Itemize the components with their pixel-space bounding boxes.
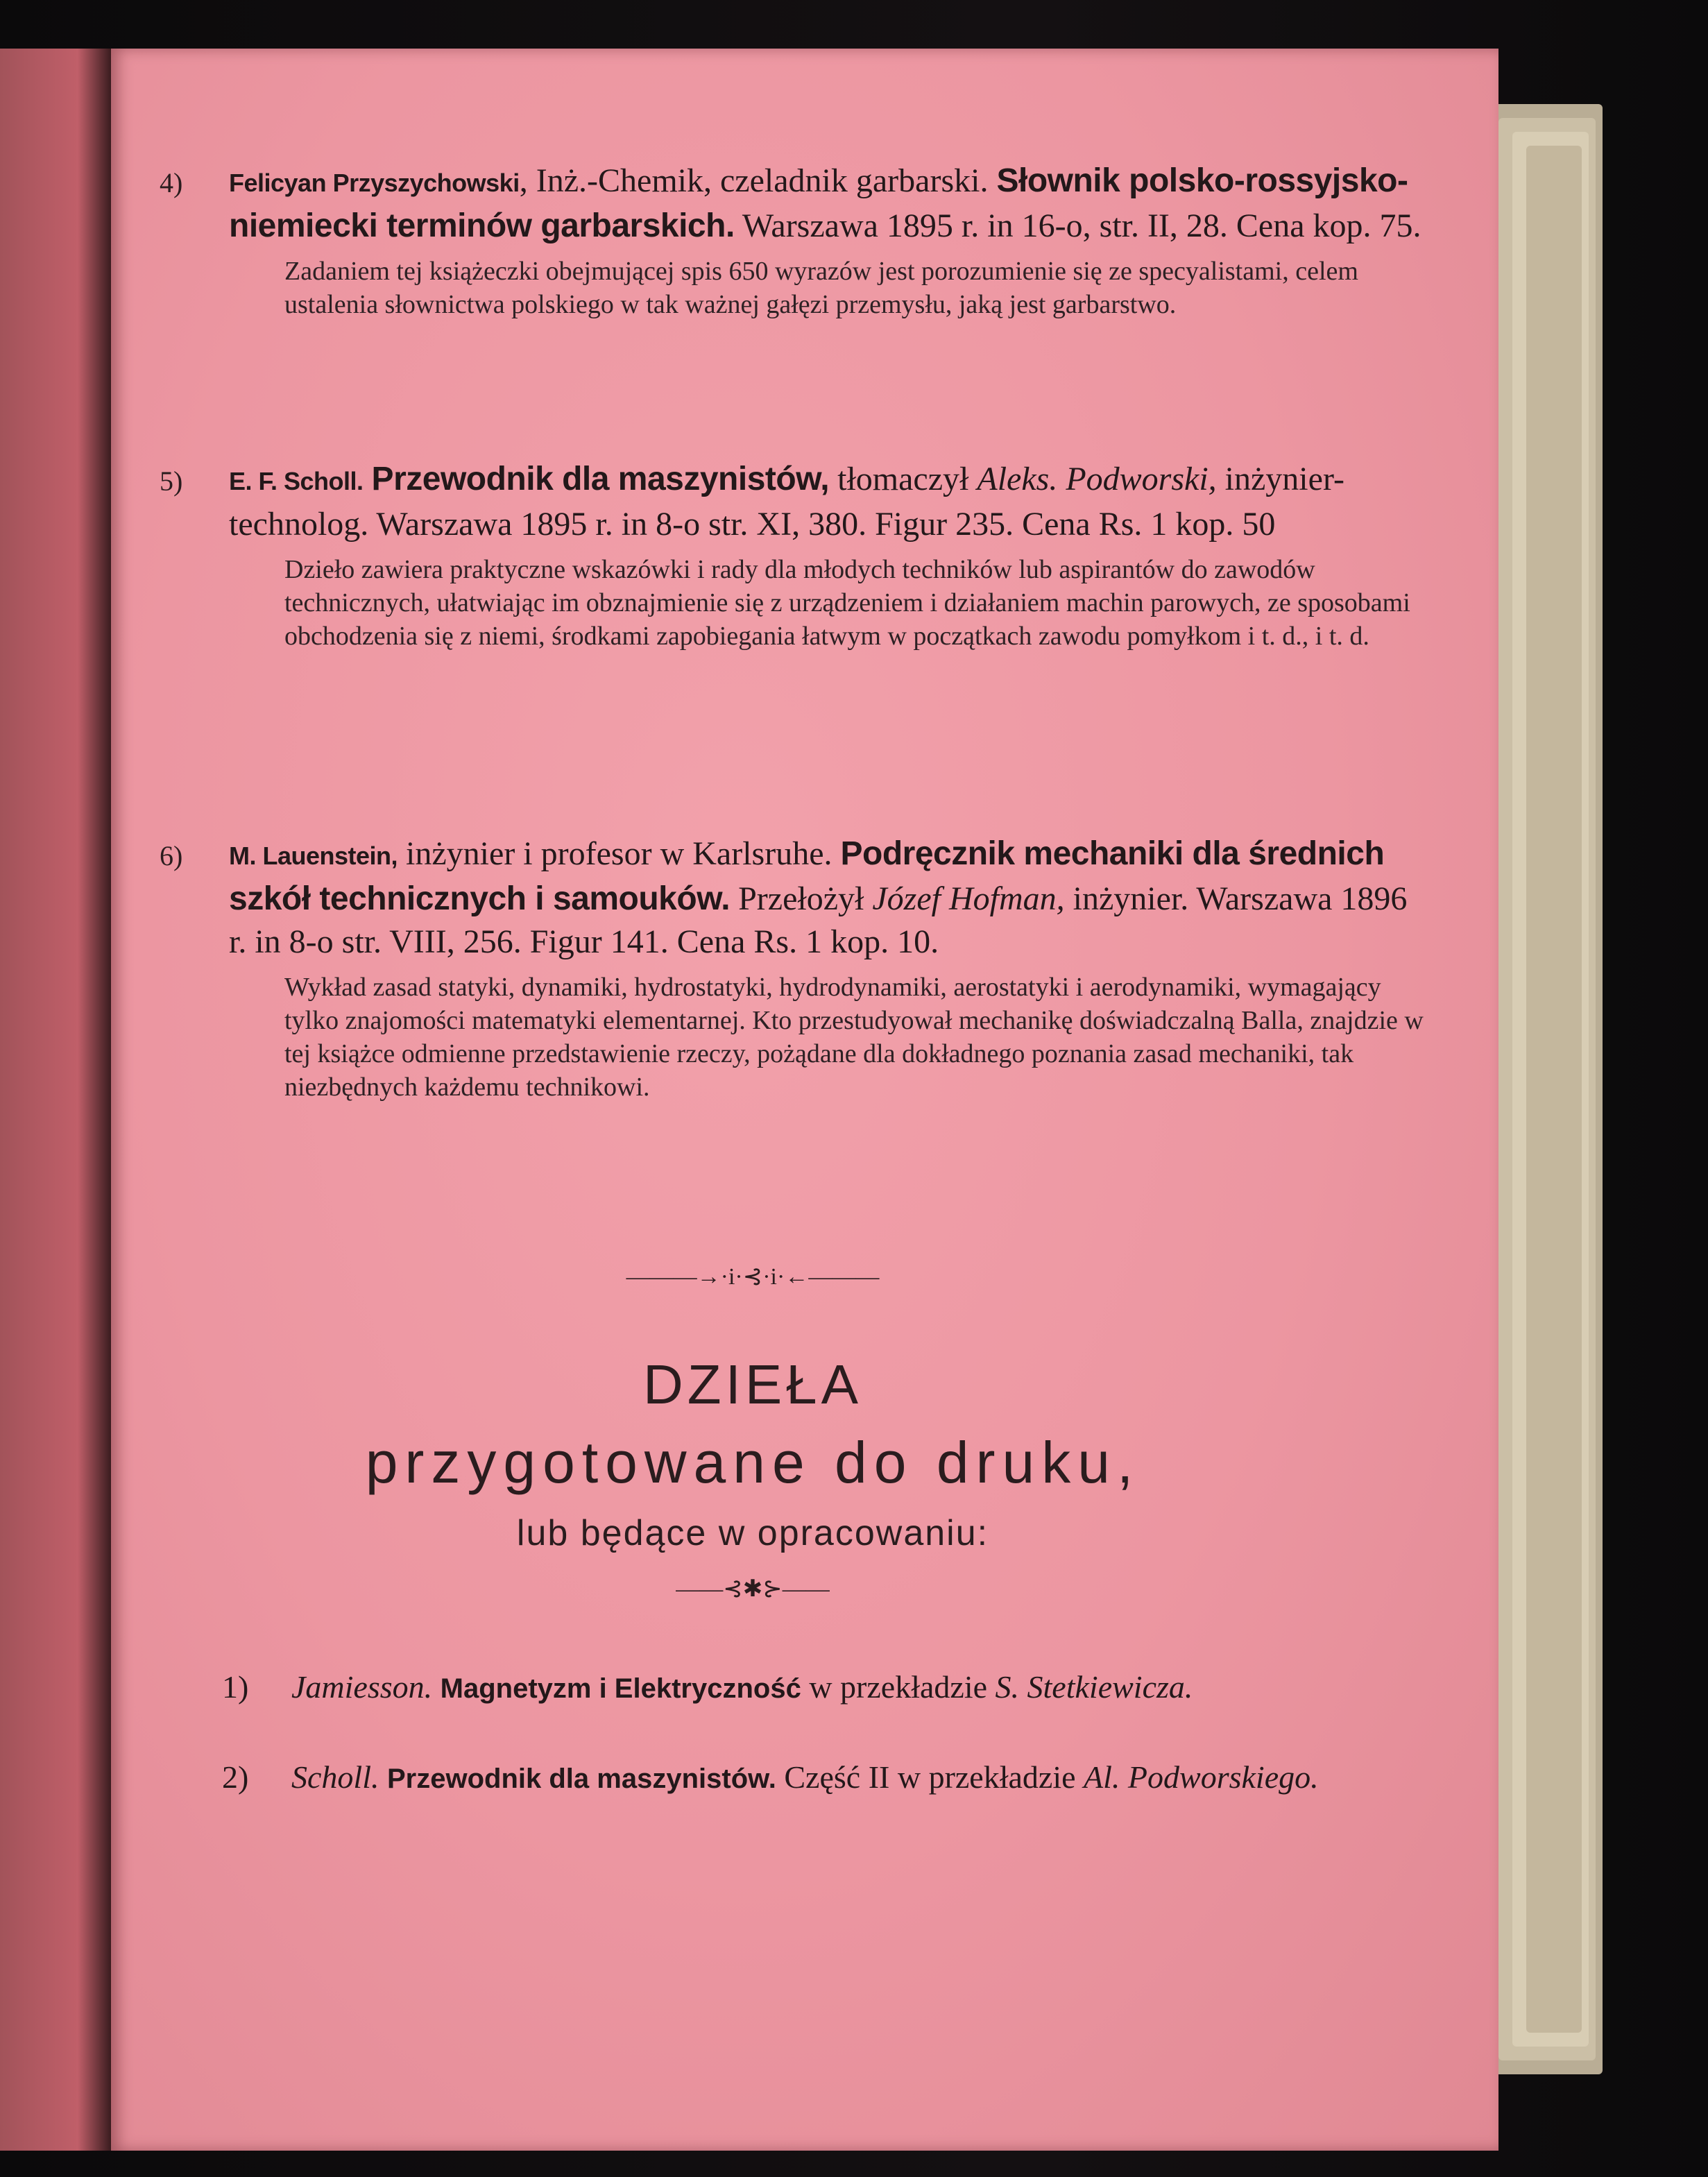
prepared-note: Część II w przekładzie bbox=[784, 1759, 1076, 1795]
page-content bbox=[111, 49, 1498, 2151]
entry-translator: Aleks. Podworski, bbox=[977, 461, 1217, 497]
entry-number: 5) bbox=[160, 466, 183, 497]
entry-number: 6) bbox=[160, 840, 183, 871]
catalog-entry bbox=[160, 833, 1429, 1104]
entry-title: Przewodnik dla maszynistów, bbox=[371, 461, 830, 497]
prepared-title: Przewodnik dla maszynistów. bbox=[386, 1764, 776, 1794]
ornamental-divider: ———→·i·⊰·i·←——— bbox=[626, 1264, 880, 1290]
entry-description: Dzieło zawiera praktyczne wskazówki i rady dla młodych techników lub aspirantów do zawodów technicznych, ułatwiając im obznajmienie się z urządzeniem i działaniem machin parowych, ze sposobami obchodzenia się z niemi, środkami zapobiegania łatwym w początkach zawodu pomyłkom i t. d., i t. d. bbox=[284, 555, 1410, 651]
entry-description: Wykład zasad statyki, dynamiki, hydrostatyki, hydrodynamiki, aerostatyki i aerodynamiki, wymagający tylko znajomości matematyki elementarnej. Kto przestudyował mechanikę doświadczalną Balla, znajdzie w tej książce odmienne przedstawienie rzeczy, pożądane dla dokładnego poznania zasad mechaniki, tak niezbędnych każdemu technikowi. bbox=[284, 973, 1424, 1102]
prepared-translator: S. Stetkiewicza. bbox=[995, 1669, 1193, 1705]
ornamental-divider: ——⊰✱⊱—— bbox=[676, 1576, 830, 1602]
entry-author-rest: , Inż.-Chemik, czeladnik garbarski. bbox=[519, 162, 989, 199]
entry-heading bbox=[229, 458, 1429, 546]
prepared-title: Magnetyzm i Elektryczność bbox=[440, 1673, 801, 1704]
prepared-item bbox=[222, 1755, 1415, 1801]
entry-description: Zadaniem tej książeczki obejmującej spis 650 wyrazów jest porozumienie się ze specyalistami, celem ustalenia słownictwa polskiego w tak ważnej gałęzi przemysłu, jaką jest garbarstwo. bbox=[284, 257, 1358, 319]
entry-author: Felicyan Przyszychowski bbox=[229, 169, 520, 197]
book-page bbox=[111, 49, 1498, 2151]
prepared-number: 1) bbox=[222, 1669, 249, 1705]
entry-publication: inżynier-technolog. Warszawa 1895 r. in 8-o str. XI, 380. Figur 235. Cena Rs. 1 kop. 50 bbox=[229, 461, 1344, 543]
entry-translator: Józef Hofman, bbox=[872, 880, 1065, 917]
prepared-translator: Al. Podworskiego. bbox=[1084, 1759, 1319, 1795]
entry-translator-prefix: tłomaczył bbox=[837, 461, 969, 497]
entry-publication: Warszawa 1895 r. in 16-o, str. II, 28. Cena kop. 75. bbox=[742, 207, 1421, 244]
prepared-number: 2) bbox=[222, 1759, 249, 1795]
entry-number: 4) bbox=[160, 167, 183, 198]
prepared-item bbox=[222, 1665, 1415, 1711]
entry-heading bbox=[229, 160, 1429, 248]
entry-author: M. Lauenstein, bbox=[229, 842, 398, 870]
prepared-note: w przekładzie bbox=[809, 1669, 988, 1705]
catalog-entry bbox=[160, 160, 1429, 321]
entry-author-rest: inżynier i profesor w Karlsruhe. bbox=[406, 835, 832, 872]
catalog-entry bbox=[160, 458, 1429, 653]
prepared-author: Jamiesson. bbox=[291, 1669, 433, 1705]
entry-publication: inżynier. Warszawa 1896 r. in 8-o str. VIII, 256. Figur 141. Cena Rs. 1 kop. 10. bbox=[229, 880, 1408, 960]
section-subheading: przygotowane do druku, bbox=[365, 1430, 1141, 1495]
section-heading: DZIEŁA bbox=[642, 1354, 863, 1415]
section-subheading-2: lub będące w opracowaniu: bbox=[516, 1513, 989, 1553]
entry-author: E. F. Scholl. bbox=[229, 467, 364, 495]
entry-heading bbox=[229, 833, 1429, 964]
entry-title: Słownik polsko-rossyjsko-niemiecki terminów garbarskich. bbox=[229, 162, 1408, 244]
left-page-edge bbox=[0, 49, 111, 2151]
entry-title: Podręcznik mechaniki dla średnich szkół technicznych i samouków. bbox=[229, 835, 1385, 917]
prepared-author: Scholl. bbox=[291, 1759, 379, 1795]
entry-translator-prefix: Przełożył bbox=[738, 880, 864, 917]
page-stack-edge bbox=[1526, 146, 1582, 2033]
